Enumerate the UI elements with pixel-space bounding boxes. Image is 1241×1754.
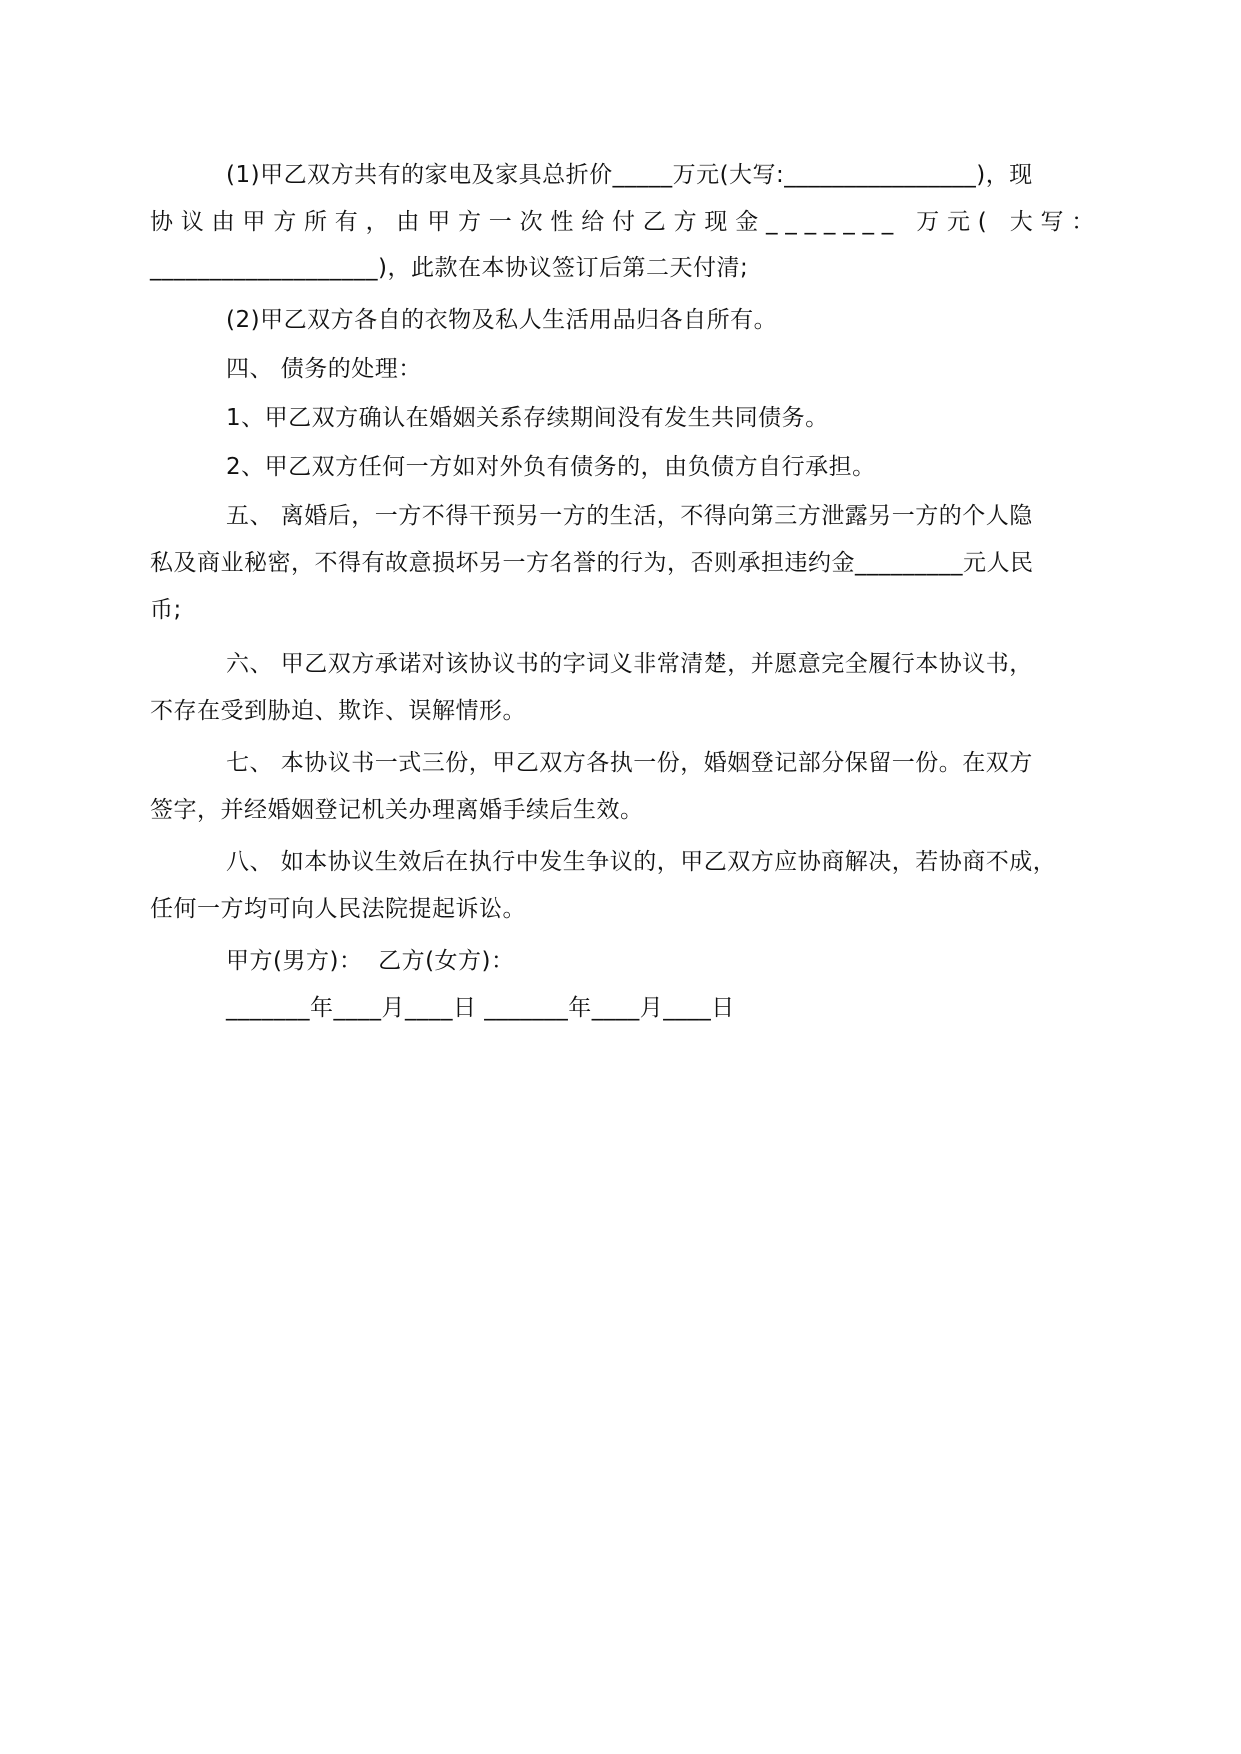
paragraph-line-7: 2、甲乙双方任何一方如对外负有债务的，由负债方自行承担。 — [226, 454, 876, 480]
paragraph-line-15: 八、 如本协议生效后在执行中发生争议的，甲乙双方应协商解决，若协商不成， — [226, 849, 1057, 875]
paragraph-line-10: 币; — [150, 597, 182, 623]
signature-labels: 甲方(男方)： 乙方(女方)： — [226, 948, 515, 974]
paragraph-line-11: 六、 甲乙双方承诺对该协议书的字词义非常清楚，并愿意完全履行本协议书， — [226, 651, 1033, 677]
paragraph-line-6: 1、甲乙双方确认在婚姻关系存续期间没有发生共同债务。 — [226, 405, 829, 431]
paragraph-line-14: 签字，并经婚姻登记机关办理离婚手续后生效。 — [150, 797, 644, 823]
paragraph-line-12: 不存在受到胁迫、欺诈、误解情形。 — [150, 698, 526, 724]
paragraph-line-13: 七、 本协议书一式三份，甲乙双方各执一份，婚姻登记部分保留一份。在双方 — [226, 750, 1033, 776]
section-heading-debt: 四、 债务的处理： — [226, 356, 422, 382]
paragraph-line-4: (2)甲乙双方各自的衣物及私人生活用品归各自所有。 — [226, 307, 778, 333]
paragraph-line-1: (1)甲乙双方共有的家电及家具总折价_____万元(大写:________________)，现 — [226, 162, 1033, 188]
paragraph-line-16: 任何一方均可向人民法院提起诉讼。 — [150, 896, 526, 922]
signature-dates: _______年____月____日 _______年____月____日 — [226, 995, 735, 1021]
paragraph-line-2: 协议由甲方所有，由甲方一次性给付乙方现金_______ 万元( 大写： — [150, 209, 1103, 235]
paragraph-line-3: ___________________)，此款在本协议签订后第二天付清; — [150, 255, 749, 281]
paragraph-line-8: 五、 离婚后，一方不得干预另一方的生活，不得向第三方泄露另一方的个人隐 — [226, 503, 1033, 529]
paragraph-line-9: 私及商业秘密，不得有故意损坏另一方名誉的行为，否则承担违约金_________元人民 — [150, 550, 1034, 576]
